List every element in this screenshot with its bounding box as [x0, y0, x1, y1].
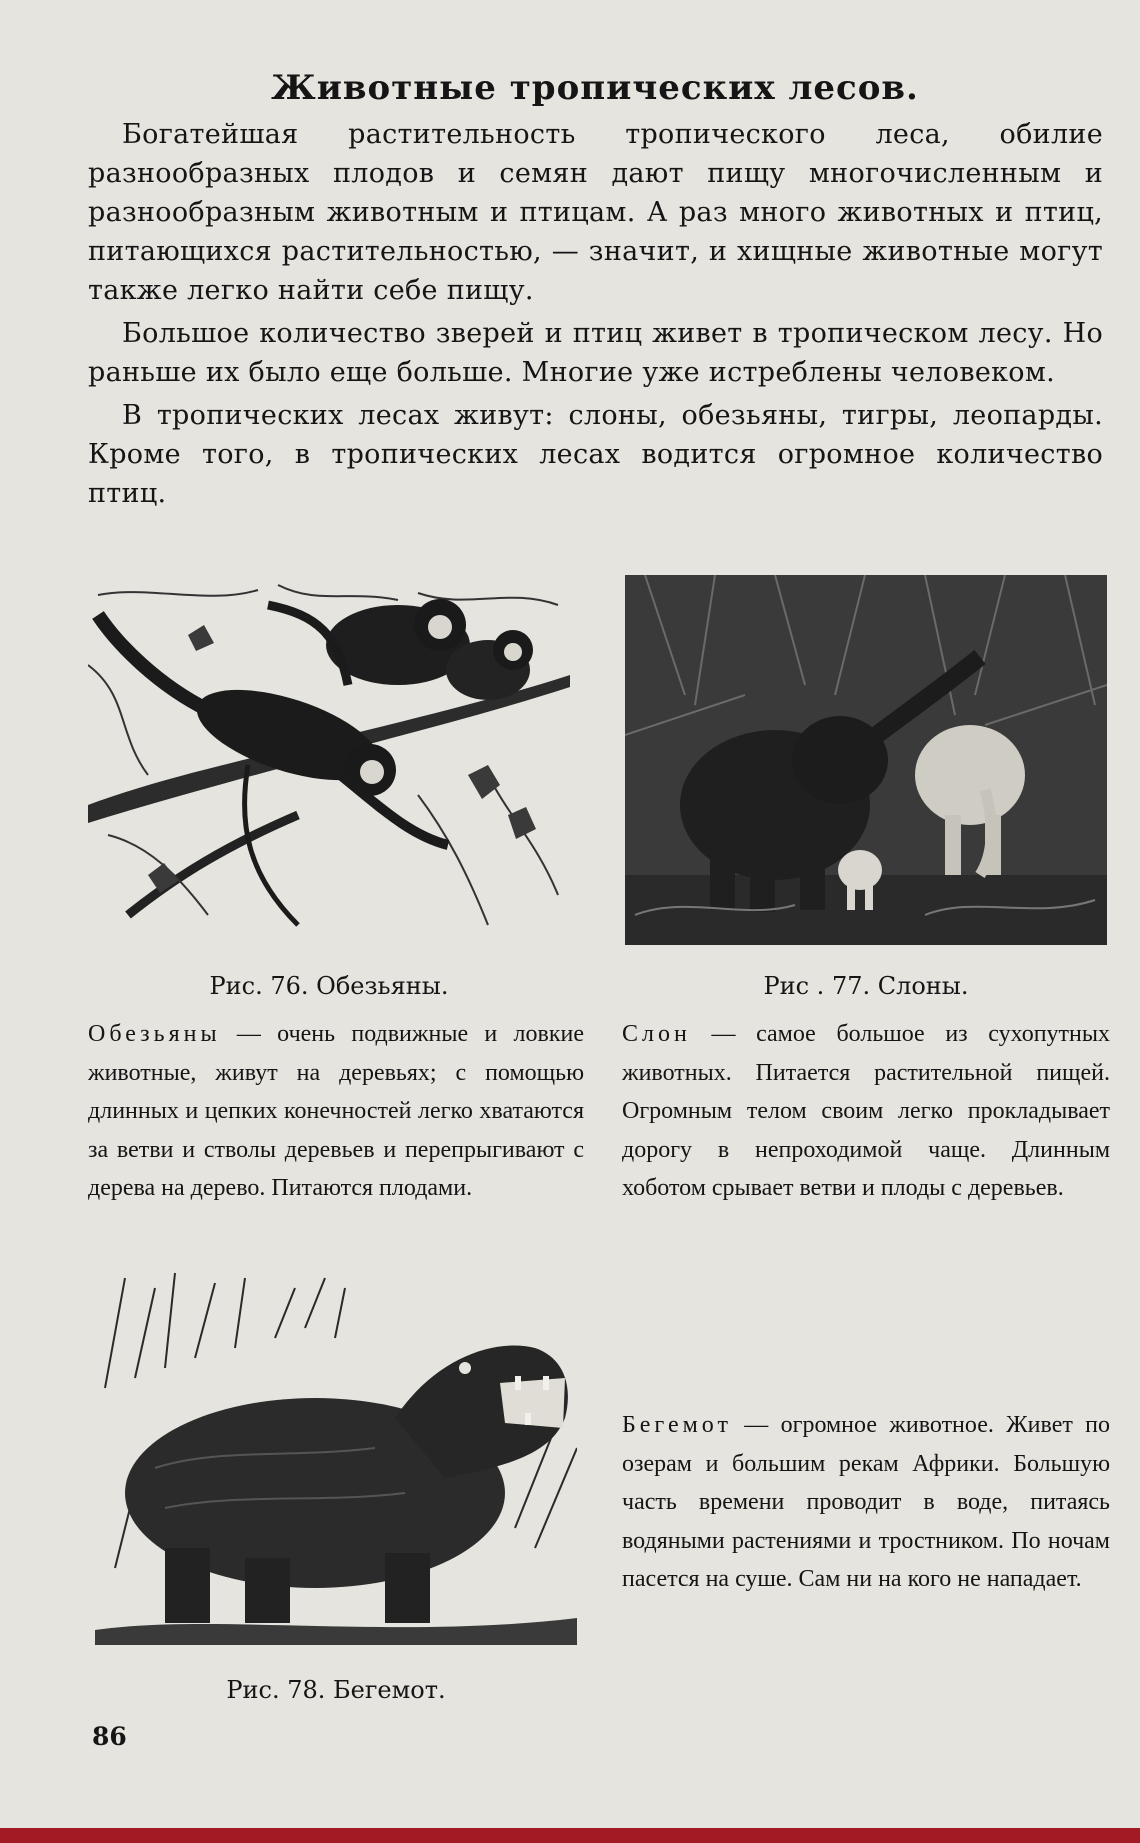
term-hippo: Бегемот [622, 1412, 732, 1438]
monkeys-text: — очень подвижные и ловкие животные, живут на деревьях; с помощью длинных и цепких конечностей легко хватаются за ветви и стволы деревьев и перепрыгивают с дерева на дерево. Питаются плодами. [88, 1021, 584, 1201]
page-number: 86 [92, 1722, 127, 1751]
intro-text [88, 115, 1103, 517]
monkeys-description [88, 1015, 584, 1208]
hippo-description [622, 1406, 1110, 1599]
term-elephant: Слон [622, 1021, 691, 1047]
paragraph: Большое количество зверей и птиц живет в тропическом лесу. Но раньше их было еще больше. Многие уже истреблены человеком. [88, 318, 1103, 388]
figure-caption-76: Рис. 76. Обезьяны. [209, 972, 449, 1000]
elephants-illustration [625, 575, 1107, 945]
hippo-text: — огромное животное. Живет по озерам и большим рекам Африки. Большую часть времени проводит в воде, питаясь водяными растениями и тростником. По ночам пасется на суше. Сам ни на кого не нападает. [622, 1412, 1110, 1592]
bottom-edge [0, 1828, 1140, 1843]
paragraph: Богатейшая растительность тропического леса, обилие разнообразных плодов и семян дают пищу многочисленным и разнообразным животным и птицам. А раз много животных и птиц, питающихся растительностью, — значит, и хищные животные могут также легко найти себе пищу. [88, 119, 1103, 306]
monkeys-illustration [88, 575, 570, 942]
paragraph: В тропических лесах живут: слоны, обезьяны, тигры, леопарды. Кроме того, в тропических лесах водится огромное количество птиц. [88, 400, 1103, 509]
figure-caption-78: Рис. 78. Бегемот. [226, 1676, 446, 1704]
elephants-description [622, 1015, 1110, 1208]
term-monkeys: Обезьяны [88, 1021, 221, 1047]
elephants-text: — самое большое из сухопутных животных. Питается растительной пищей. Огромным телом своим легко прокладывает дорогу в непроходимой чаще. Длинным хоботом срывает ветви и плоды с деревьев. [622, 1021, 1110, 1201]
hippo-illustration [95, 1268, 577, 1645]
page-title: Животные тропических лесов. [271, 68, 919, 108]
figure-caption-77: Рис . 77. Слоны. [763, 972, 969, 1000]
